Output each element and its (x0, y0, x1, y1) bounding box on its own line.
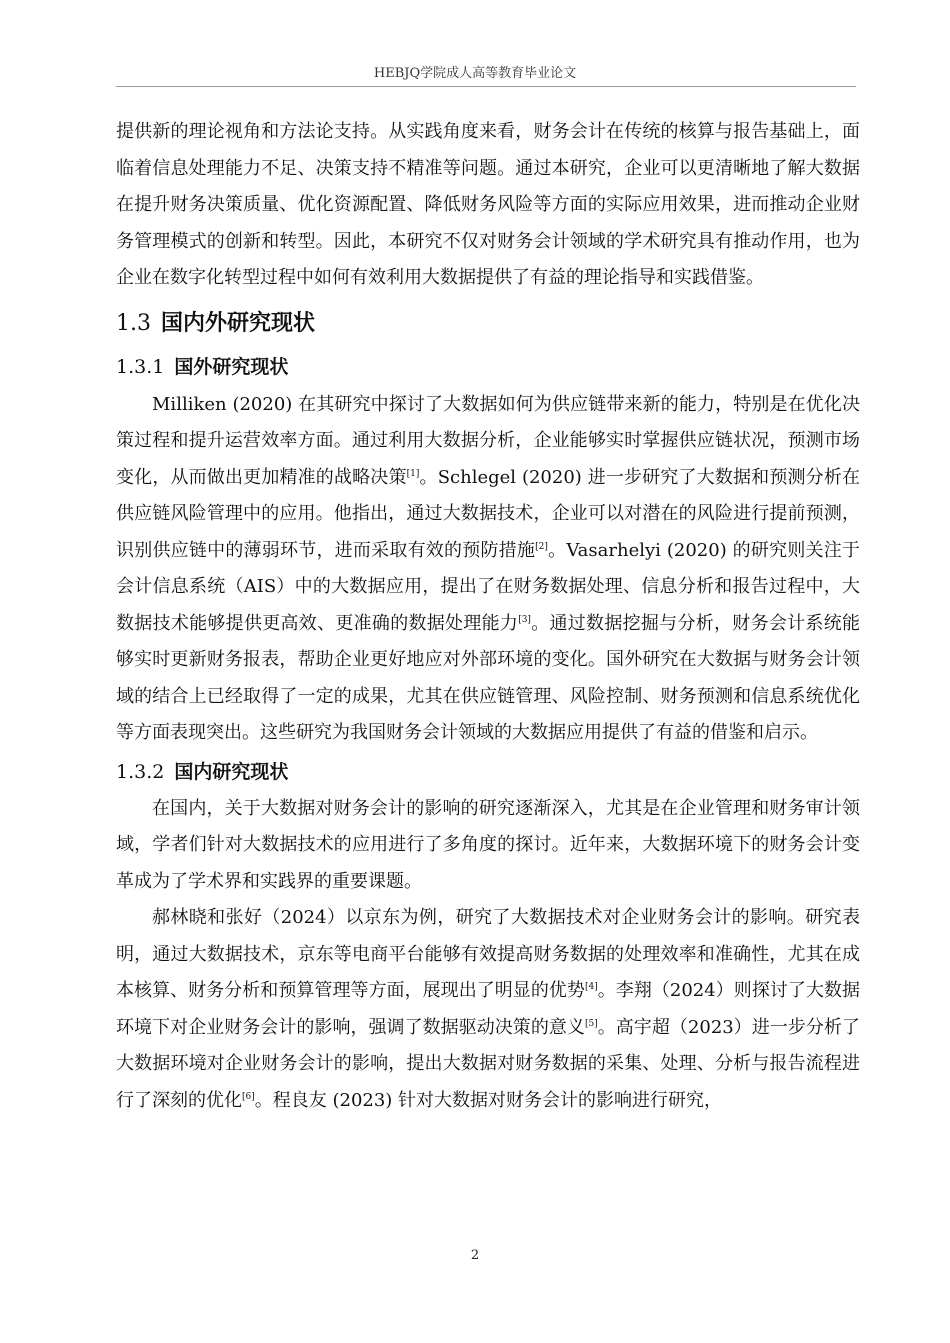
intro-paragraph: 提供新的理论视角和方法论支持。从实践角度来看，财务会计在传统的核算与报告基础上，面临着信息处理能力不足、决策支持不精准等问题。通过本研究，企业可以更清晰地了解大数据在提升财务决策质量、优化资源配置、降低财务风险等方面的实际应用效果，进而推动企业财务管理模式的创新和转型。因此，本研究不仅对财务会计领域的学术研究具有推动作用，也为企业在数字化转型过程中如何有效利用大数据提供了有益的理论指导和实践借鉴。 (116, 121, 860, 288)
citation-ref[interactable]: [6] (242, 1091, 255, 1102)
citation-ref[interactable]: [2] (535, 541, 548, 552)
paragraph-text: Milliken (2020) 在其研究中探讨了大数据如何为供应链带来新的能力，特别是在优化决策过程和提升运营效率方面。通过利用大数据分析，企业能够实时掌握供应链状况，预测市场变化，从而做出更加精准的战略决策 (116, 393, 860, 488)
paragraph-text: 。通过数据挖掘与分析，财务会计系统能够实时更新财务报表，帮助企业更好地应对外部环境的变化。国外研究在大数据与财务会计领域的结合上已经取得了一定的成果，尤其在供应链管理、风险控制、财务预测和信息系统优化等方面表现突出。这些研究为我国财务会计领域的大数据应用提供了有益的借鉴和启示。 (116, 612, 860, 743)
citation-ref[interactable]: [1] (406, 468, 420, 479)
section-title: 国内外研究现状 (161, 309, 316, 336)
domestic-research-paragraph: 在国内，关于大数据对财务会计的影响的研究逐渐深入，尤其是在企业管理和财务审计领域，学者们针对大数据技术的应用进行了多角度的探讨。近年来，大数据环境下的财务会计变革成为了学术界和实践界的重要课题。 (116, 797, 860, 892)
section-number: 1.3 (116, 310, 151, 336)
section-number: 1.3.1 (116, 355, 165, 378)
section-number: 1.3.2 (116, 760, 165, 783)
section-heading-1-3-1 (116, 352, 860, 382)
page-body (116, 114, 860, 1119)
paragraph-text: 。Vasarhelyi (2020) 的研究则关注于会计信息系统（AIS）中的大数据应用，提出了在财务数据处理、信息分析和报告过程中，大数据技术能够提供更高效、更准确的数据处理能力 (116, 539, 860, 634)
paragraph-text: 。程良友 (2023) 针对大数据对财务会计的影响进行研究， (254, 1089, 723, 1111)
domestic-research-paragraph (116, 900, 860, 1119)
section-title: 国外研究现状 (174, 355, 289, 378)
section-heading-1-3-2 (116, 757, 860, 787)
paragraph-text: 。李翔（2024）则探讨了大数据环境下对企业财务会计的影响，强调了数据驱动决策的意义 (116, 980, 861, 1038)
paragraph-text: 郝林晓和张好（2024）以京东为例，研究了大数据技术对企业财务会计的影响。研究表明，通过大数据技术，京东等电商平台能够有效提高财务数据的处理效率和准确性，尤其在成本核算、财务分析和预算管理等方面，展现出了明显的优势 (116, 907, 860, 1001)
page-number: 2 (470, 1248, 480, 1263)
citation-ref[interactable]: [4] (584, 982, 598, 992)
citation-ref[interactable]: [3] (518, 614, 531, 625)
paragraph-text: 。高宇超（2023）进一步分析了大数据环境对企业财务会计的影响，提出大数据对财务数据的采集、处理、分析与报告流程进行了深刻的优化 (116, 1016, 861, 1111)
section-heading-1-3 (116, 307, 860, 340)
page-header: HEBJQ学院成人高等教育毕业论文 (373, 66, 577, 81)
section-title: 国内研究现状 (174, 760, 289, 783)
citation-ref[interactable]: [5] (584, 1018, 598, 1029)
header-divider (116, 86, 856, 87)
foreign-research-paragraph (116, 387, 860, 752)
paragraph-text: 。Schlegel (2020) 进一步研究了大数据和预测分析在供应链风险管理中的应用。他指出，通过大数据技术，企业可以对潜在的风险进行提前预测，识别供应链中的薄弱环节，进而采取有效的预防措施 (116, 466, 860, 561)
